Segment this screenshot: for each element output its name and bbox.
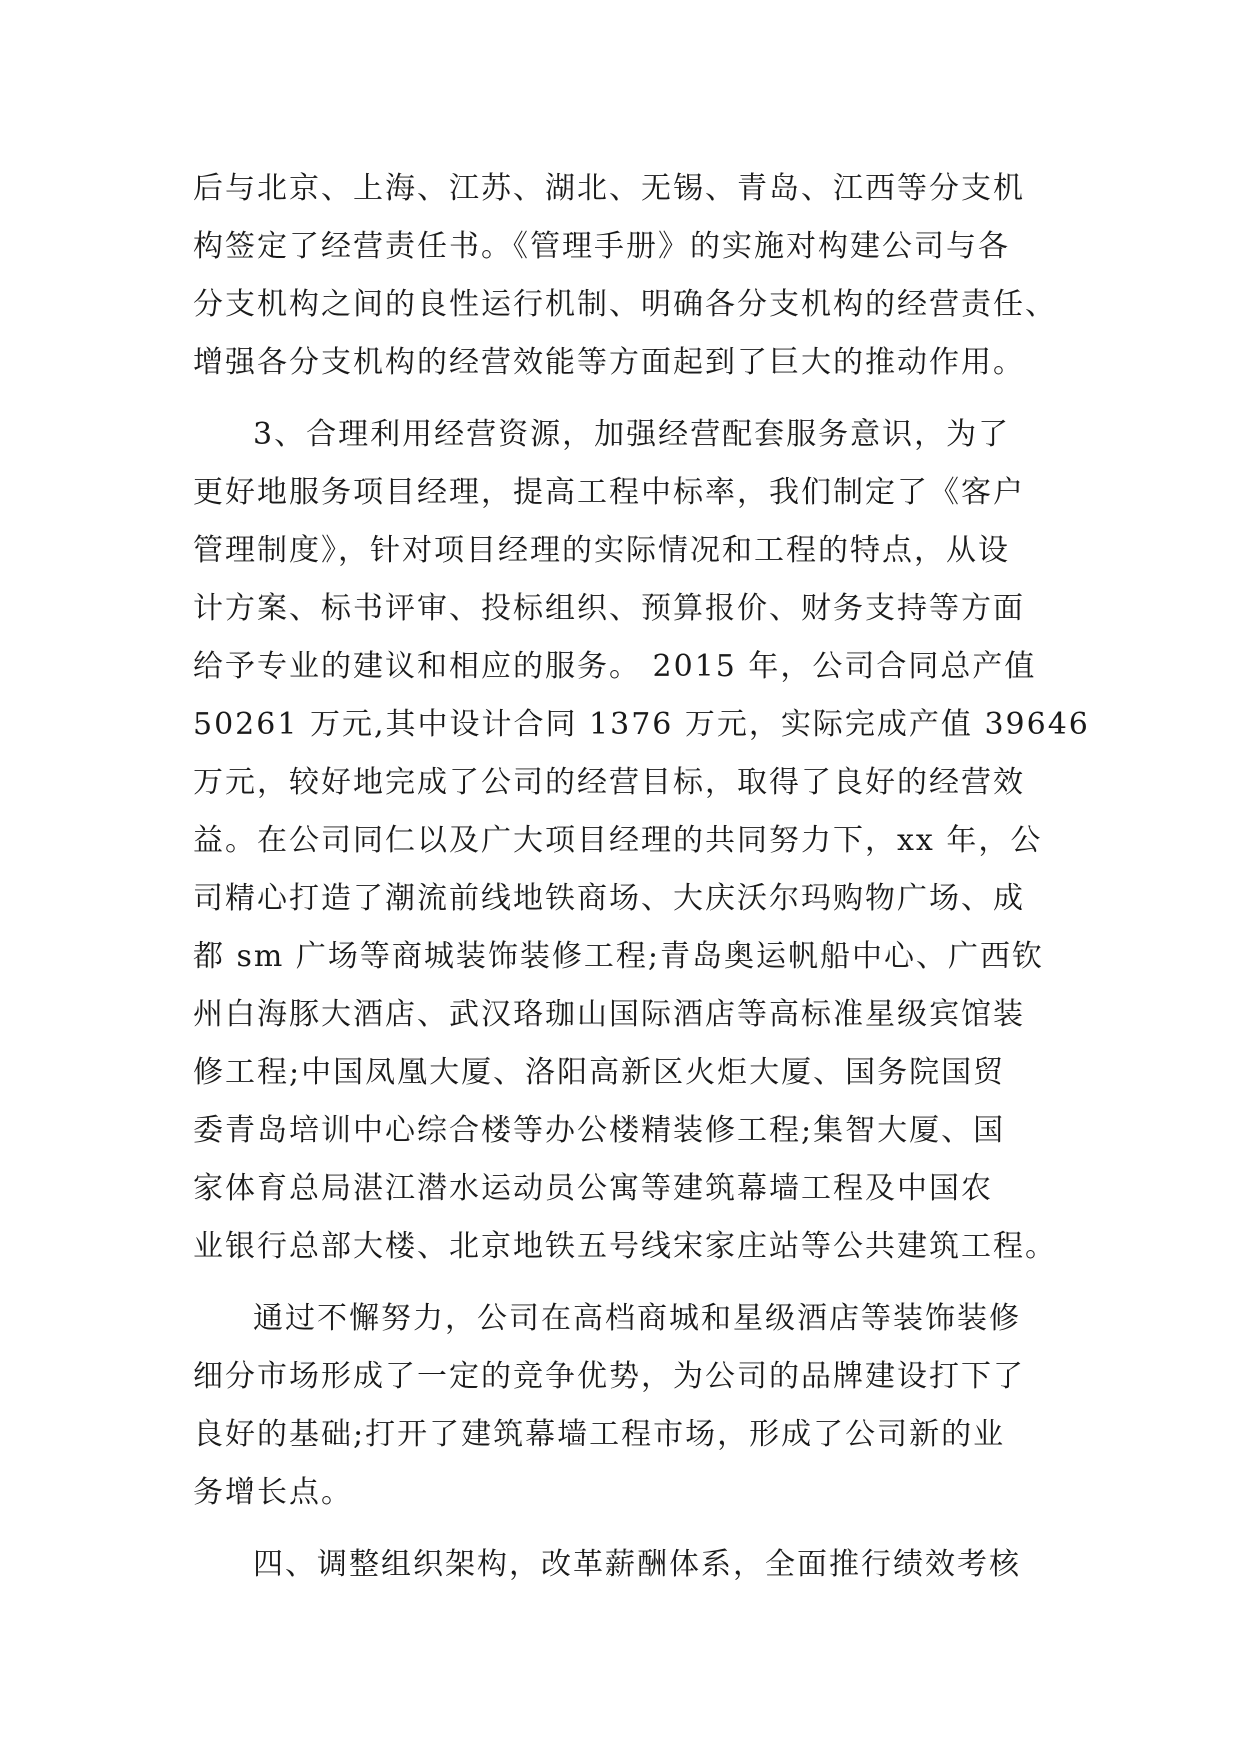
text-line: 构签定了经营责任书。《管理手册》的实施对构建公司与各 (193, 229, 1010, 264)
text-line: 良好的基础;打开了建筑幕墙工程市场，形成了公司新的业 (193, 1417, 1006, 1452)
text-line: 业银行总部大楼、北京地铁五号线宋家庄站等公共建筑工程。 (193, 1229, 1057, 1264)
text-line: 分支机构之间的良性运行机制、明确各分支机构的经营责任、 (193, 287, 1057, 322)
text-line: 家体育总局湛江潜水运动员公寓等建筑幕墙工程及中国农 (193, 1171, 993, 1206)
text-line: 万元，较好地完成了公司的经营目标，取得了良好的经营效 (193, 765, 1025, 800)
text-line: 后与北京、上海、江苏、湖北、无锡、青岛、江西等分支机 (193, 171, 1025, 206)
text-line: 更好地服务项目经理，提高工程中标率，我们制定了《客户 (193, 475, 1025, 510)
text-line: 都 sm 广场等商城装饰装修工程;青岛奥运帆船中心、广西钦 (193, 939, 1045, 974)
text-line: 委青岛培训中心综合楼等办公楼精装修工程;集智大厦、国 (193, 1113, 1006, 1148)
text-line: 管理制度》，针对项目经理的实际情况和工程的特点，从设 (193, 533, 1010, 568)
text-line: 益。在公司同仁以及广大项目经理的共同努力下，xx 年，公 (193, 823, 1043, 858)
text-line: 计方案、标书评审、投标组织、预算报价、财务支持等方面 (193, 591, 1025, 626)
text-line: 州白海豚大酒店、武汉珞珈山国际酒店等高标准星级宾馆装 (193, 997, 1025, 1032)
text-line: 50261 万元,其中设计合同 1376 万元，实际完成产值 39646 (193, 707, 1090, 742)
text-line: 细分市场形成了一定的竞争优势，为公司的品牌建设打下了 (193, 1359, 1025, 1394)
text-line: 修工程;中国凤凰大厦、洛阳高新区火炬大厦、国务院国贸 (193, 1055, 1006, 1090)
paragraph-start-line: 3、合理利用经营资源，加强经营配套服务意识，为了 (253, 417, 1011, 452)
section-heading-line: 四、调整组织架构，改革薪酬体系，全面推行绩效考核 (253, 1547, 1021, 1582)
text-line: 增强各分支机构的经营效能等方面起到了巨大的推动作用。 (193, 345, 1025, 380)
text-line: 给予专业的建议和相应的服务。 2015 年，公司合同总产值 (193, 649, 1037, 684)
paragraph-start-line: 通过不懈努力，公司在高档商城和星级酒店等装饰装修 (253, 1301, 1021, 1336)
text-line: 司精心打造了潮流前线地铁商场、大庆沃尔玛购物广场、成 (193, 881, 1025, 916)
document-body (193, 160, 1093, 1594)
text-line: 务增长点。 (193, 1475, 353, 1510)
